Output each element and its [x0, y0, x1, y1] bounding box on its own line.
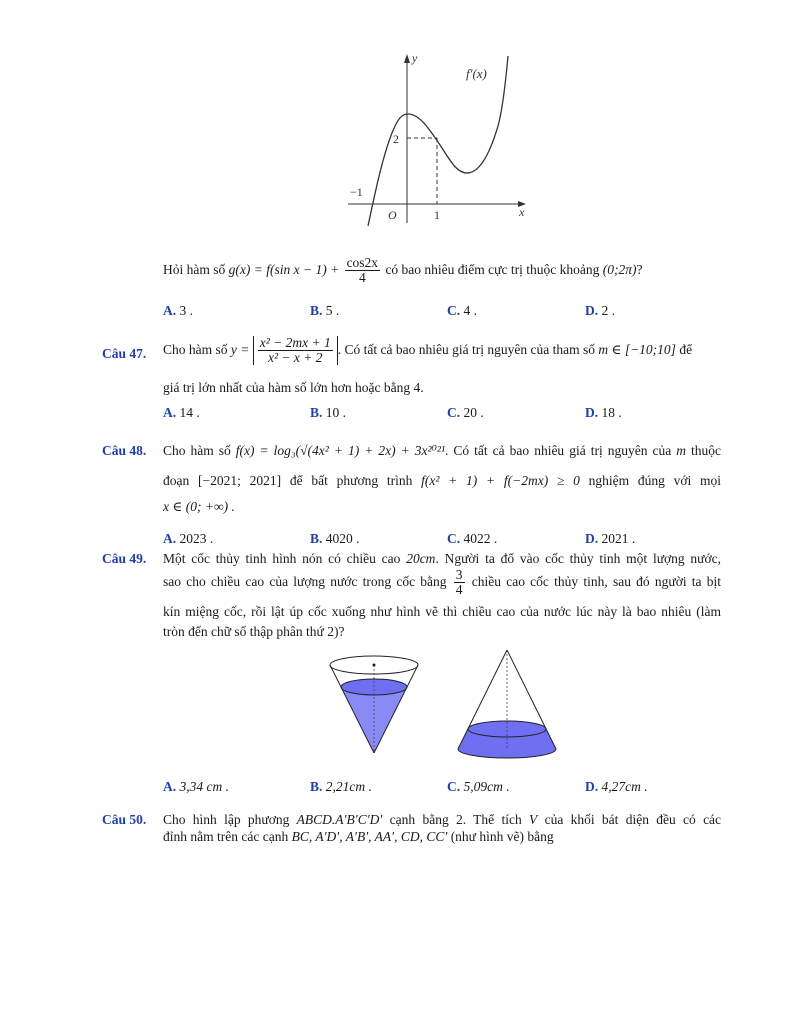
q50-line-1: Cho hình lập phương ABCD.A′B′C′D′ cạnh bằng 2. Thể tích V của khối bát diện đều có các — [163, 812, 722, 827]
q49-option-a[interactable]: A. 3,34 cm . — [163, 779, 229, 794]
tick-x-1: 1 — [434, 208, 440, 222]
q49-fraction: $\frac{3}{4}$ — [455, 567, 463, 598]
curve-label: f′(x) — [466, 66, 487, 81]
q49-option-d[interactable]: D. 4,27cm . — [585, 779, 648, 794]
q-prev-option-d[interactable]: D. 2 . — [585, 303, 615, 318]
cone-figures — [320, 645, 570, 765]
cone-upright-center — [373, 664, 376, 667]
tick-y-2: 2 — [393, 132, 399, 146]
q47-abs-fraction: $\frac{\text{x² − 2mx + 1}}{\text{x² − x + 2}}$ — [253, 336, 338, 365]
tick-x-neg1: −1 — [350, 185, 363, 199]
q48-line-3: x ∈ (0; +∞) . — [163, 499, 235, 514]
q47-option-a[interactable]: A. 14 . — [163, 405, 200, 420]
cone-upright — [330, 656, 418, 753]
q47-line-1: Cho hàm số y = $\frac{\text{x² − 2mx + 1}}{\text{x² − x + 2}}$ . Có tất cả bao nhiêu giá trị nguyên của tham số m ∈ [−10;10] để — [163, 335, 693, 366]
question-number-47: Câu 47. — [102, 346, 147, 361]
q48-option-c[interactable]: C. 4022 . — [447, 531, 498, 546]
origin-label: O — [388, 208, 397, 222]
y-axis-arrow — [404, 54, 410, 63]
q-prev-interval: (0;2π) — [602, 261, 637, 277]
q-prev-text: Hỏi hàm số g(x) = f(sin x − 1) + $\frac{\cos 2x}{4}$ có bao nhiêu điểm cực trị thuộc khoảng (0;2π)? — [163, 255, 643, 286]
question-number-49: Câu 49. — [102, 551, 147, 566]
q-prev-option-b[interactable]: B. 5 . — [310, 303, 340, 318]
x-axis-label: x — [519, 205, 525, 219]
cone-inverted — [458, 650, 556, 758]
q49-option-b[interactable]: B. 2,21cm . — [310, 779, 372, 794]
q47-option-c[interactable]: C. 20 . — [447, 405, 484, 420]
derivative-graph — [340, 48, 540, 228]
derivative-curve — [368, 56, 508, 226]
q-prev-formula: g(x) = f(sin x − 1) + — [228, 261, 340, 277]
question-number-50: Câu 50. — [102, 812, 147, 827]
q47-line-2: giá trị lớn nhất của hàm số lớn hơn hoặc bằng 4. — [163, 380, 424, 395]
q47-option-d[interactable]: D. 18 . — [585, 405, 622, 420]
y-axis-label: y — [412, 51, 418, 65]
q47-option-b[interactable]: B. 10 . — [310, 405, 347, 420]
q49-line-4: tròn đến chữ số thập phân thứ 2)? — [163, 624, 345, 639]
q-prev-option-c[interactable]: C. 4 . — [447, 303, 477, 318]
q-prev-option-a[interactable]: A. 3 . — [163, 303, 193, 318]
q49-line-2: sao cho chiều cao của lượng nước trong cốc bằng $\frac{3}{4}$ chiều cao cốc thủy tinh, sau đó người ta bịt — [163, 567, 722, 598]
q49-line-3: kín miệng cốc, rồi lật úp cốc xuống như hình vẽ thì chiều cao của nước lúc này là bao nhiêu (làm — [163, 604, 721, 619]
question-number-48: Câu 48. — [102, 443, 147, 458]
q48-option-a[interactable]: A. 2023 . — [163, 531, 214, 546]
q49-line-1: Một cốc thủy tinh hình nón có chiều cao 20cm. Người ta đổ vào cốc thủy tinh một lượng nước, — [163, 551, 722, 566]
q48-line-2: đoạn [−2021; 2021] để bất phương trình f(x² + 1) + f(−2mx) ≥ 0 nghiệm đúng với mọi — [163, 473, 722, 488]
q48-line-1: Cho hàm số f(x) = log₃(√(4x² + 1) + 2x) + 3x²⁰²¹. Có tất cả bao nhiêu giá trị nguyên của m thuộc — [163, 443, 721, 458]
q48-option-d[interactable]: D. 2021 . — [585, 531, 636, 546]
q50-line-2: đỉnh nằm trên các cạnh BC, A′D′, A′B′, AA′, CD, CC′ (như hình vẽ) bằng — [163, 829, 554, 844]
q49-option-c[interactable]: C. 5,09cm . — [447, 779, 510, 794]
cone-upright-water — [341, 687, 407, 753]
q-prev-fraction: $\frac{\cos 2x}{4}$ — [346, 255, 379, 286]
q48-option-b[interactable]: B. 4020 . — [310, 531, 360, 546]
